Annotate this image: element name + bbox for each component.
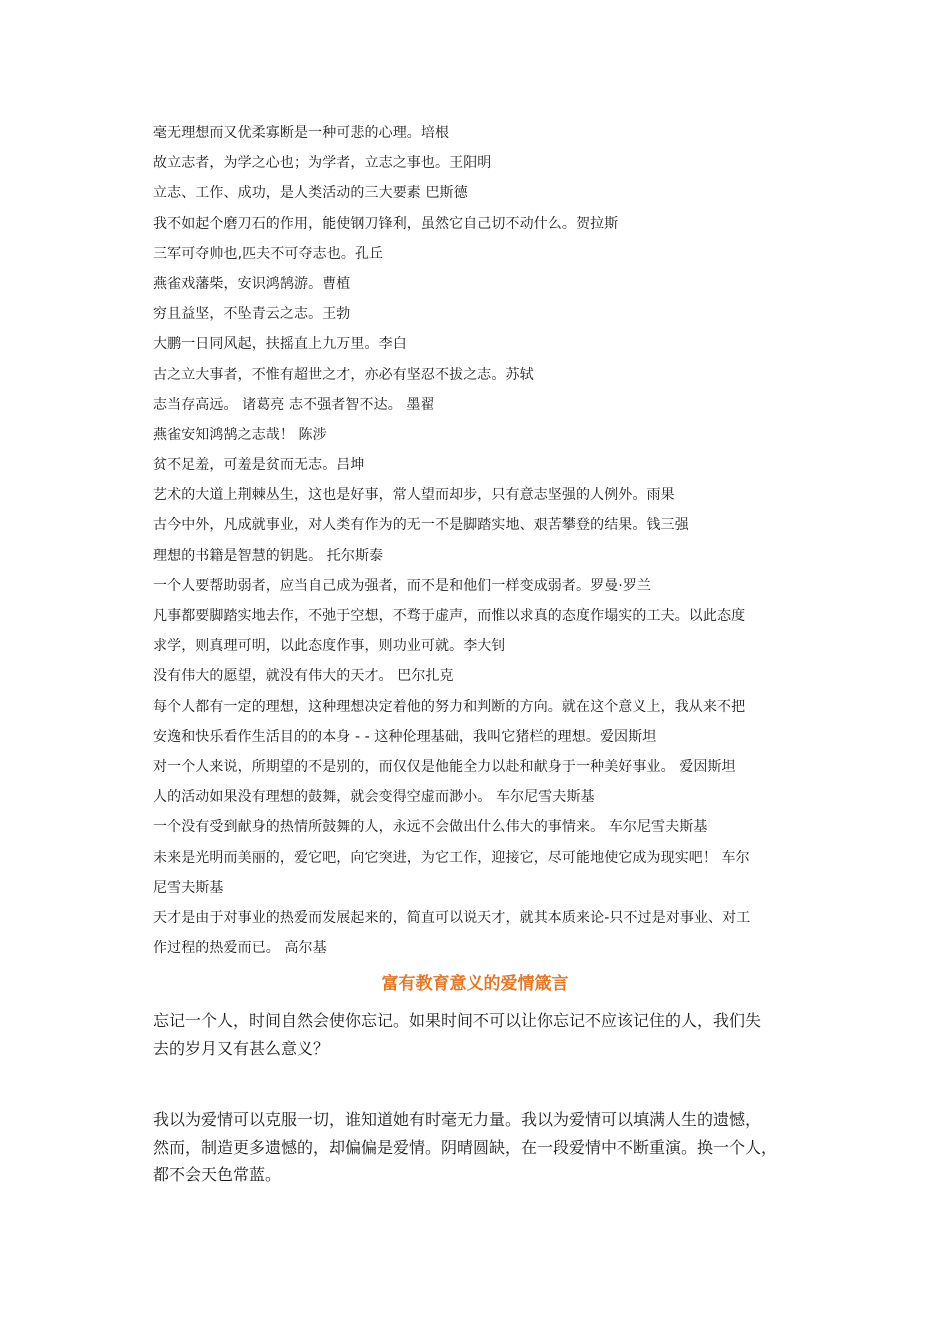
- quote-line: 人的活动如果没有理想的鼓舞，就会变得空虚而渺小。 车尔尼雪夫斯基: [153, 789, 595, 806]
- quote-line: 天才是由于对事业的热爱而发展起来的，简直可以说天才，就其本质来论-只不过是对事业、对工: [153, 909, 751, 926]
- quote-line: 尼雪夫斯基: [153, 879, 224, 896]
- section-title: 富有教育意义的爱情箴言: [381, 974, 569, 994]
- quote-line: 凡事都要脚踏实地去作，不弛于空想，不骛于虚声，而惟以求真的态度作塌实的工夫。以此态度: [153, 608, 746, 624]
- quote-line: 我不如起个磨刀石的作用，能使钢刀锋利，虽然它自己切不动什么。贺拉斯: [153, 215, 619, 232]
- paragraph-line: 忘记一个人，时间自然会使你忘记。如果时间不可以让你忘记不应该记住的人，我们失: [153, 1011, 762, 1030]
- quote-list: [153, 118, 813, 963]
- quote-line: 志当存高远。 诸葛亮 志不强者智不达。 墨翟: [153, 396, 435, 413]
- quote-line: 燕雀安知鸿鹄之志哉！ 陈涉: [153, 426, 327, 443]
- quote-line: 未来是光明而美丽的，爱它吧，向它突进，为它工作，迎接它，尽可能地使它成为现实吧！ 车尔: [153, 849, 750, 866]
- paragraph: [153, 1106, 813, 1189]
- quote-line: 穷且益坚，不坠青云之志。王勃: [153, 306, 351, 323]
- quote-line: 燕雀戏藩柴，安识鸿鹄游。曹植: [153, 275, 351, 292]
- quote-line: 毫无理想而又优柔寡断是一种可悲的心理。培根: [153, 125, 450, 141]
- quote-line: 对一个人来说，所期望的不是别的，而仅仅是他能全力以赴和献身于一种美好事业。 爱因斯坦: [153, 758, 736, 775]
- quote-line: 没有伟大的愿望，就没有伟大的天才。 巴尔扎克: [153, 668, 454, 685]
- quote-line: 贫不足羞，可羞是贫而无志。吕坤: [153, 457, 365, 474]
- quote-line: 作过程的热爱而已。 高尔基: [153, 940, 327, 957]
- paragraph-line: 都不会天色常蓝。: [153, 1165, 282, 1184]
- quote-line: 每个人都有一定的理想，这种理想决定着他的努力和判断的方向。就在这个意义上，我从来不把: [153, 698, 746, 715]
- quote-line: 立志、工作、成功，是人类活动的三大要素 巴斯德: [153, 185, 468, 202]
- quote-line: 艺术的大道上荆棘丛生，这也是好事，常人望而却步，只有意志坚强的人例外。雨果: [153, 487, 675, 504]
- quote-line: 三军可夺帅也,匹夫不可夺志也。孔丘: [153, 245, 384, 262]
- paragraph-line: 去的岁月又有甚么意义？: [153, 1038, 330, 1058]
- paragraph-line: 然而，制造更多遗憾的，却偏偏是爱情。阴晴圆缺，在一段爱情中不断重演。换一个人，: [153, 1137, 778, 1157]
- quote-line: 理想的书籍是智慧的钥匙。 托尔斯泰: [153, 547, 384, 564]
- quote-line: 安逸和快乐看作生活目的的本身 - - 这种伦理基础，我叫它猪栏的理想。爱因斯坦: [153, 728, 657, 745]
- quote-line: 大鹏一日同风起，扶摇直上九万里。李白: [153, 336, 407, 353]
- quote-line: 一个没有受到献身的热情所鼓舞的人，永远不会做出什么伟大的事情来。 车尔尼雪夫斯基: [153, 819, 708, 836]
- paragraph: [153, 1007, 813, 1062]
- quote-line: 古今中外，凡成就事业，对人类有作为的无一不是脚踏实地、艰苦攀登的结果。钱三强: [153, 517, 689, 534]
- quote-line: 求学，则真理可明，以此态度作事，则功业可就。李大钊: [153, 638, 506, 655]
- quote-line: 古之立大事者，不惟有超世之才，亦必有坚忍不拔之志。苏轼: [153, 366, 534, 383]
- quote-line: 一个人要帮助弱者，应当自己成为强者，而不是和他们一样变成弱者。罗曼·罗兰: [153, 577, 652, 594]
- paragraph-line: 我以为爱情可以克服一切，谁知道她有时毫无力量。我以为爱情可以填满人生的遗憾，: [153, 1110, 762, 1129]
- quote-line: 故立志者，为学之心也；为学者，立志之事也。王阳明: [153, 155, 492, 172]
